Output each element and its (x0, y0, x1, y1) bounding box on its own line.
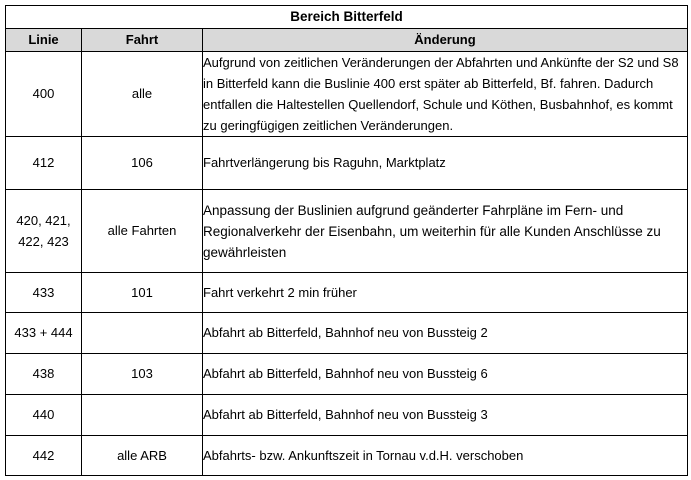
cell-fahrt: 103 (82, 354, 203, 395)
header-aenderung: Änderung (203, 29, 688, 52)
cell-fahrt: alle (82, 52, 203, 137)
cell-linie: 440 (6, 395, 82, 436)
table-row (6, 137, 688, 190)
table-row (6, 273, 688, 313)
cell-aenderung: Abfahrt ab Bitterfeld, Bahnhof neu von Bussteig 3 (203, 395, 688, 436)
cell-aenderung: Abfahrt ab Bitterfeld, Bahnhof neu von Bussteig 2 (203, 313, 688, 354)
table-row (6, 52, 688, 137)
title-row (6, 6, 688, 29)
cell-aenderung: Abfahrts- bzw. Ankunftszeit in Tornau v.d.H. verschoben (203, 436, 688, 476)
table-row (6, 436, 688, 476)
cell-aenderung: Aufgrund von zeitlichen Veränderungen der Abfahrten und Ankünfte der S2 und S8 in Bitterfeld kann die Buslinie 400 erst später ab Bitterfeld, Bf. fahren. Dadurch entfallen die Haltestellen Quellendorf, Schule und Köthen, Busbahnhof, es kommt zu geringfügigen zeitlichen Veränderungen. (203, 52, 688, 137)
table-row (6, 190, 688, 273)
cell-linie: 438 (6, 354, 82, 395)
cell-fahrt: alle ARB (82, 436, 203, 476)
cell-linie: 442 (6, 436, 82, 476)
cell-linie: 433 + 444 (6, 313, 82, 354)
header-row (6, 29, 688, 52)
table-row (6, 395, 688, 436)
cell-fahrt (82, 313, 203, 354)
cell-fahrt: 101 (82, 273, 203, 313)
cell-aenderung: Anpassung der Buslinien aufgrund geänderter Fahrpläne im Fern- und Regionalverkehr der Eisenbahn, um weiterhin für alle Kunden Anschlüsse zu gewährleisten (203, 190, 688, 273)
table-title: Bereich Bitterfeld (6, 6, 688, 29)
table-row (6, 354, 688, 395)
cell-fahrt (82, 395, 203, 436)
schedule-changes-table (5, 5, 688, 476)
cell-linie: 400 (6, 52, 82, 137)
header-linie: Linie (6, 29, 82, 52)
cell-linie: 412 (6, 137, 82, 190)
cell-aenderung: Fahrt verkehrt 2 min früher (203, 273, 688, 313)
cell-linie: 420, 421, 422, 423 (6, 190, 82, 273)
cell-fahrt: alle Fahrten (82, 190, 203, 273)
cell-linie: 433 (6, 273, 82, 313)
cell-fahrt: 106 (82, 137, 203, 190)
table-row (6, 313, 688, 354)
cell-aenderung: Fahrtverlängerung bis Raguhn, Marktplatz (203, 137, 688, 190)
header-fahrt: Fahrt (82, 29, 203, 52)
cell-aenderung: Abfahrt ab Bitterfeld, Bahnhof neu von Bussteig 6 (203, 354, 688, 395)
